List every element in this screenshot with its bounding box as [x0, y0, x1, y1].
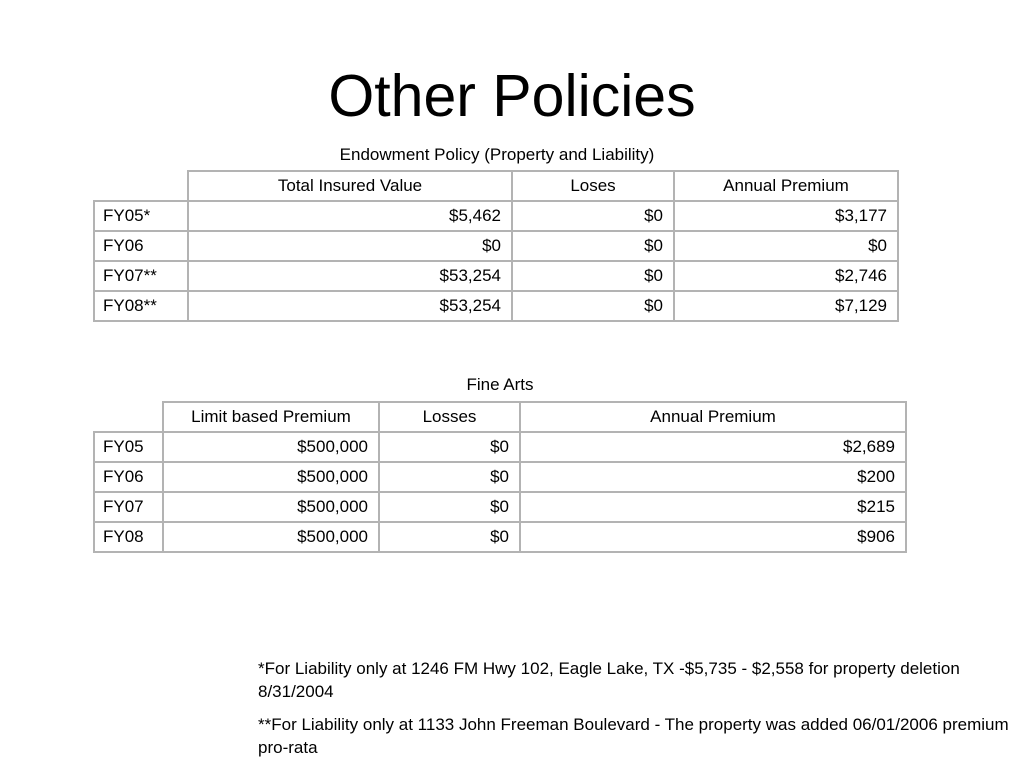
header-limit-based-premium: Limit based Premium: [163, 402, 379, 432]
footnote-double-asterisk: **For Liability only at 1133 John Freeman Boulevard - The property was added 06/01/2006 premium pro-rata: [258, 715, 1009, 757]
loses-cell: $0: [512, 261, 674, 291]
loses-cell: $0: [512, 201, 674, 231]
header-losses: Losses: [379, 402, 520, 432]
losses-cell: $0: [379, 522, 520, 552]
row-label: FY05: [94, 432, 163, 462]
row-label: FY07**: [94, 261, 188, 291]
losses-cell: $0: [379, 492, 520, 522]
fine-arts-table: [93, 401, 907, 553]
annual-premium-cell: $2,746: [674, 261, 898, 291]
table-row: [94, 492, 906, 522]
table-header-row: [94, 402, 906, 432]
endowment-table: [93, 170, 899, 322]
annual-premium-cell: $7,129: [674, 291, 898, 321]
annual-premium-cell: $2,689: [520, 432, 906, 462]
annual-premium-cell: $0: [674, 231, 898, 261]
row-label: FY05*: [94, 201, 188, 231]
header-annual-premium: Annual Premium: [674, 171, 898, 201]
row-label: FY08**: [94, 291, 188, 321]
loses-cell: $0: [512, 231, 674, 261]
footnotes: [258, 657, 1018, 769]
header-total-insured-value: Total Insured Value: [188, 171, 512, 201]
annual-premium-cell: $3,177: [674, 201, 898, 231]
losses-cell: $0: [379, 432, 520, 462]
total-insured-value-cell: $5,462: [188, 201, 512, 231]
table-header-row: [94, 171, 898, 201]
row-label: FY08: [94, 522, 163, 552]
row-label: FY06: [94, 462, 163, 492]
limit-based-premium-cell: $500,000: [163, 432, 379, 462]
table-row: [94, 432, 906, 462]
limit-based-premium-cell: $500,000: [163, 462, 379, 492]
total-insured-value-cell: $53,254: [188, 261, 512, 291]
limit-based-premium-cell: $500,000: [163, 492, 379, 522]
header-annual-premium: Annual Premium: [520, 402, 906, 432]
slide-title: Other Policies: [328, 63, 696, 129]
table-row: [94, 462, 906, 492]
row-label: FY07: [94, 492, 163, 522]
table-row: [94, 291, 898, 321]
annual-premium-cell: $215: [520, 492, 906, 522]
total-insured-value-cell: $0: [188, 231, 512, 261]
annual-premium-cell: $200: [520, 462, 906, 492]
fine-arts-caption: Fine Arts: [466, 375, 534, 394]
limit-based-premium-cell: $500,000: [163, 522, 379, 552]
losses-cell: $0: [379, 462, 520, 492]
header-corner-cell: [94, 171, 188, 201]
header-loses: Loses: [512, 171, 674, 201]
annual-premium-cell: $906: [520, 522, 906, 552]
loses-cell: $0: [512, 291, 674, 321]
header-corner-cell: [94, 402, 163, 432]
footnote-single-asterisk: *For Liability only at 1246 FM Hwy 102, Eagle Lake, TX -$5,735 - $2,558 for property deletion 8/31/2004: [258, 659, 960, 701]
table-row: [94, 261, 898, 291]
endowment-caption: Endowment Policy (Property and Liability): [339, 145, 655, 164]
table-row: [94, 201, 898, 231]
table-row: [94, 231, 898, 261]
table-row: [94, 522, 906, 552]
row-label: FY06: [94, 231, 188, 261]
total-insured-value-cell: $53,254: [188, 291, 512, 321]
